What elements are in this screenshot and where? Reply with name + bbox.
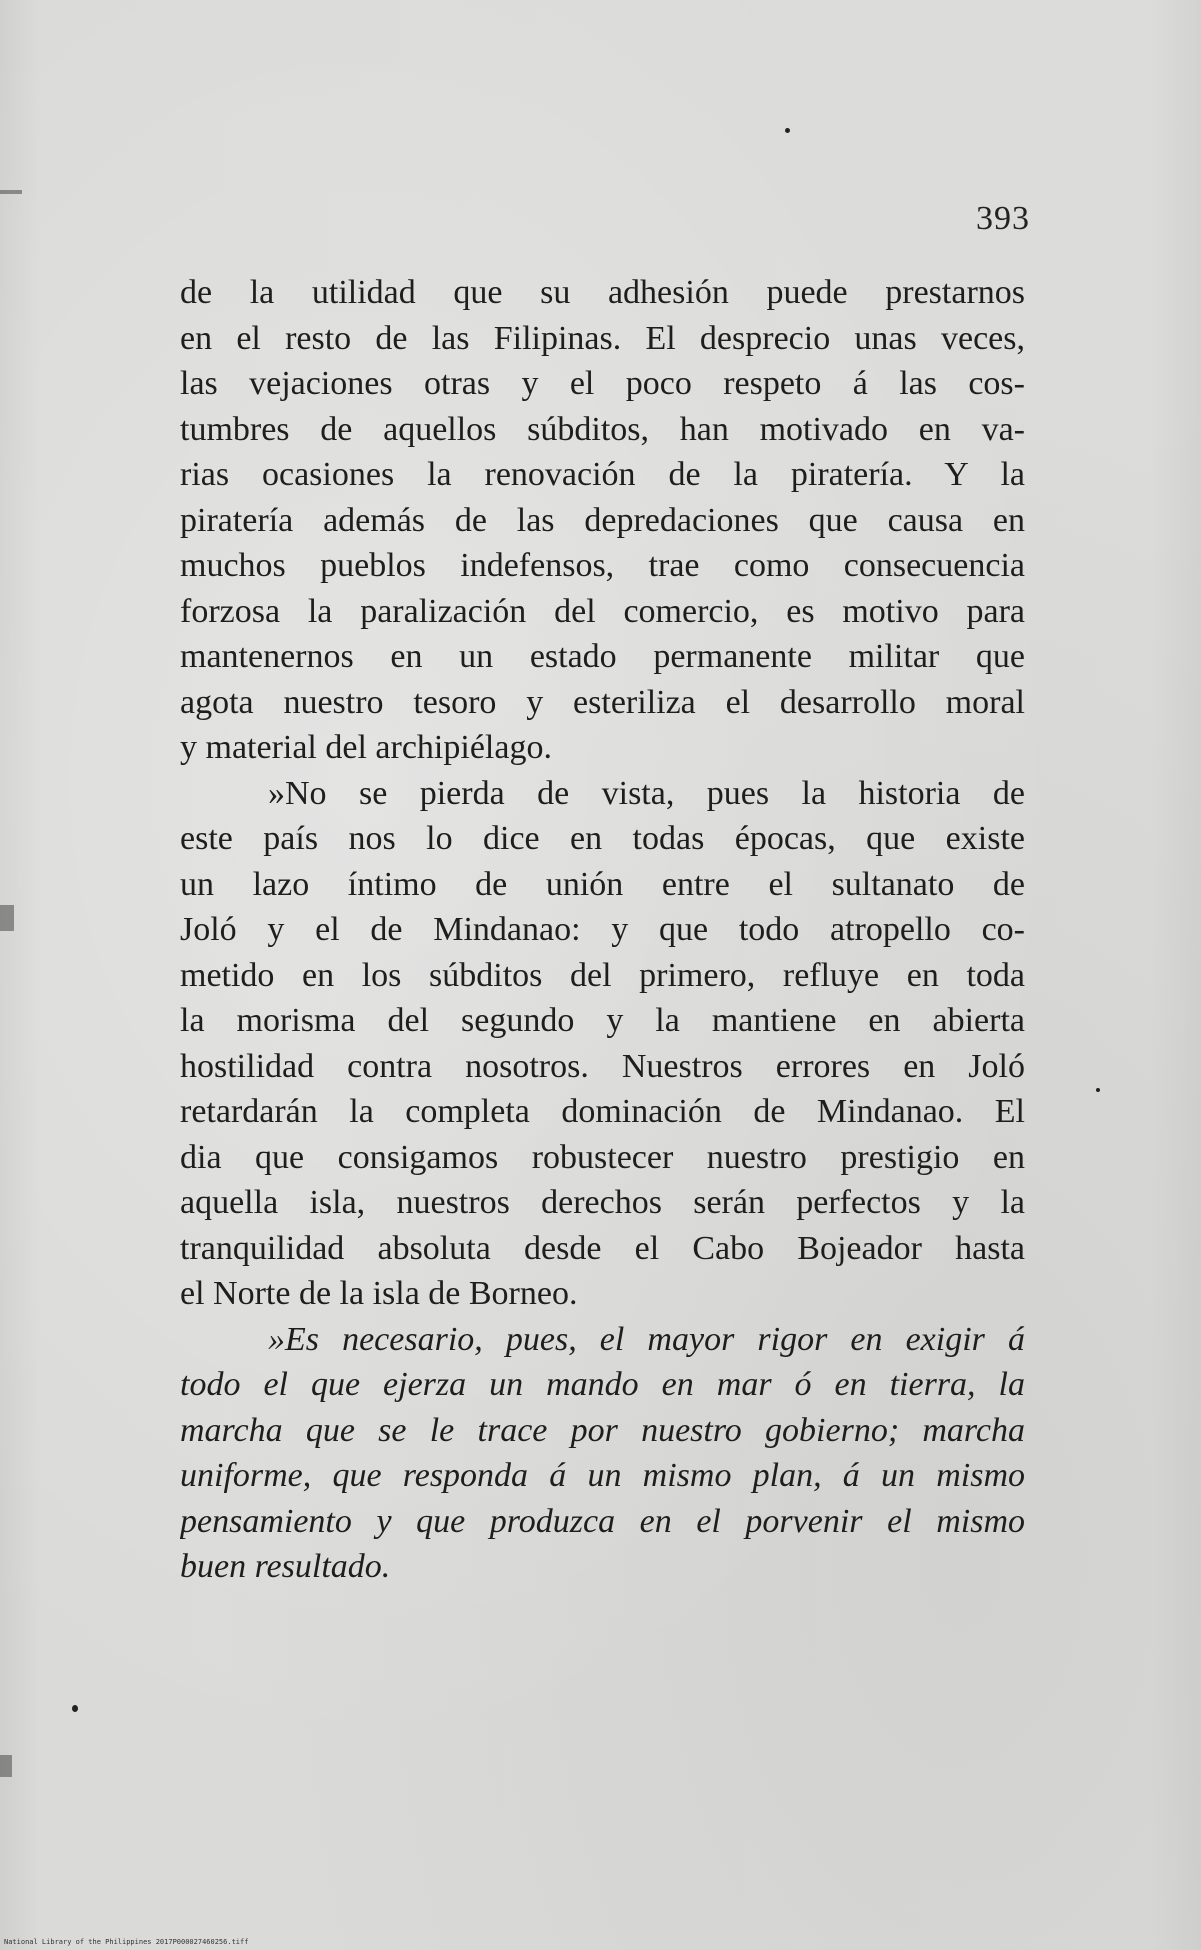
text-line: hostilidad contra nosotros. Nuestros errores en Joló <box>180 1047 1025 1085</box>
text-line: buen resultado. <box>180 1548 391 1585</box>
text-line: retardarán la completa dominación de Mindanao. El <box>180 1093 1025 1130</box>
text-line: aquella isla, nuestros derechos serán perfectos y la <box>180 1184 1025 1221</box>
text-line: y material del archipiélago. <box>180 729 552 766</box>
scan-speck <box>72 1705 78 1712</box>
text-line: un lazo íntimo de unión entre el sultanato de <box>180 865 1025 903</box>
page-number: 393 <box>976 200 1030 237</box>
text-line: Joló y el de Mindanao: y que todo atropello co- <box>180 911 1025 948</box>
text-line: tranquilidad absoluta desde el Cabo Bojeador hasta <box>180 1229 1025 1267</box>
text-line: pensamiento y que produzca en el porvenir el mismo <box>180 1502 1025 1540</box>
text-line: dia que consigamos robustecer nuestro prestigio en <box>180 1138 1025 1176</box>
text-line: las vejaciones otras y el poco respeto á las cos- <box>180 365 1025 402</box>
paragraph-1 <box>180 270 1025 771</box>
text-line: metido en los súbditos del primero, refluye en toda <box>180 956 1025 994</box>
text-line: todo el que ejerza un mando en mar ó en tierra, la <box>180 1366 1025 1403</box>
text-line: »Es necesario, pues, el mayor rigor en exigir á <box>268 1320 1025 1358</box>
text-line: piratería además de las depredaciones que causa en <box>180 501 1025 539</box>
text-line: »No se pierda de vista, pues la historia de <box>268 774 1025 812</box>
scan-speck <box>785 128 790 133</box>
text-line: mantenernos en un estado permanente militar que <box>180 638 1025 675</box>
text-line: marcha que se le trace por nuestro gobierno; marcha <box>180 1411 1025 1449</box>
scan-speck <box>1096 1088 1100 1092</box>
text-line: el Norte de la isla de Borneo. <box>180 1275 578 1312</box>
text-line: rias ocasiones la renovación de la piratería. Y la <box>180 456 1025 493</box>
text-line: muchos pueblos indefensos, trae como consecuencia <box>180 547 1025 584</box>
text-line: de la utilidad que su adhesión puede prestarnos <box>180 274 1025 311</box>
paragraph-3 <box>180 1317 1025 1590</box>
body-text <box>180 270 1025 1590</box>
scan-edge-mark-bottom <box>0 1755 12 1777</box>
scan-credit: National Library of the Philippines 2017P000027460256.tiff <box>4 1938 249 1946</box>
text-line: uniforme, que responda á un mismo plan, á un mismo <box>180 1457 1025 1494</box>
text-line: forzosa la paralización del comercio, es motivo para <box>180 592 1025 630</box>
scan-edge-mark-top <box>0 190 22 194</box>
text-line: agota nuestro tesoro y esteriliza el desarrollo moral <box>180 683 1025 721</box>
text-line: en el resto de las Filipinas. El desprecio unas veces, <box>180 319 1025 357</box>
text-line: este país nos lo dice en todas épocas, que existe <box>180 820 1025 857</box>
text-line: la morisma del segundo y la mantiene en abierta <box>180 1002 1025 1039</box>
scan-edge-mark-middle <box>0 905 14 931</box>
paragraph-2 <box>180 771 1025 1317</box>
text-line: tumbres de aquellos súbditos, han motivado en va- <box>180 410 1025 448</box>
